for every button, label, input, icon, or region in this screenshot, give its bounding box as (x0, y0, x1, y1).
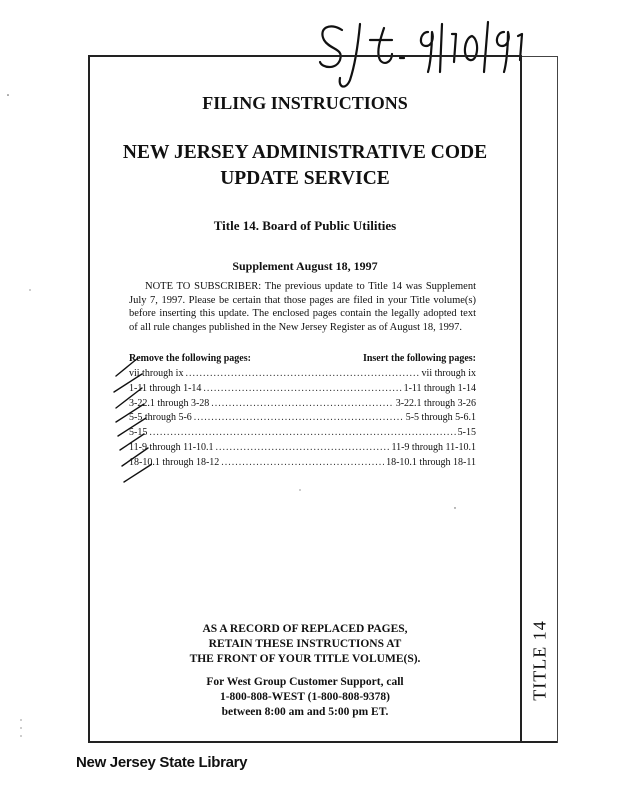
remove-pages: 11-9 through 11-10.1 (129, 441, 214, 453)
insert-pages: 11-9 through 11-10.1 (391, 441, 476, 453)
heading-line-2: UPDATE SERVICE (220, 168, 390, 189)
insert-pages: 5-15 (457, 427, 476, 439)
record-line-1: AS A RECORD OF REPLACED PAGES, (202, 623, 408, 635)
remove-pages: 3-22.1 through 3-28 (129, 397, 210, 409)
list-item (129, 412, 476, 427)
dot-leader (149, 427, 455, 438)
remove-pages: 18-10.1 through 18-12 (129, 456, 220, 468)
dot-leader (216, 442, 390, 453)
list-item (129, 457, 476, 472)
support-line-3: between 8:00 am and 5:00 pm ET. (221, 706, 389, 718)
dot-leader (211, 398, 393, 409)
record-line-3: THE FRONT OF YOUR TITLE VOLUME(S). (189, 653, 421, 665)
support-line-1: For West Group Customer Support, call (206, 676, 404, 688)
dot-leader (194, 412, 404, 423)
remove-pages: 5-5 through 5-6 (129, 412, 192, 424)
page-title: FILING INSTRUCTIONS (202, 93, 408, 113)
list-item (129, 398, 476, 413)
library-stamp: New Jersey State Library (76, 754, 248, 771)
list-item (129, 383, 476, 398)
list-item (129, 368, 476, 383)
page-list (129, 368, 476, 472)
page-columns-header (129, 353, 476, 367)
dot-leader (185, 368, 419, 379)
subscriber-note: NOTE TO SUBSCRIBER: The previous update to Title 14 was Supplement July 7, 1997. Please be certain that those pages are filed in your Title volume(s) before inserting this update. The enclosed pages contain the legally adopted text of all rule changes published in the New Jersey Register as of August 18, 1997. (129, 281, 476, 333)
list-item (129, 427, 476, 442)
supplement-date: Supplement August 18, 1997 (232, 259, 378, 273)
remove-pages: 5-15 (129, 427, 148, 439)
heading-line-1: NEW JERSEY ADMINISTRATIVE CODE (122, 142, 488, 163)
remove-pages: vii through ix (129, 368, 184, 379)
record-notice (90, 622, 520, 667)
document-border-bottom (88, 741, 558, 743)
insert-column-header: Insert the following pages: (362, 353, 476, 364)
insert-pages: 18-10.1 through 18-11 (386, 456, 476, 468)
title-subject: Title 14. Board of Public Utilities (213, 218, 397, 233)
dot-leader (221, 457, 384, 468)
remove-pages: 1-11 through 1-14 (129, 382, 202, 394)
dot-leader (203, 383, 401, 394)
title-tab-label: TITLE 14 (529, 619, 550, 701)
insert-pages: 1-11 through 1-14 (403, 382, 476, 394)
support-line-2: 1-800-808-WEST (1-800-808-9378) (219, 691, 391, 703)
list-item (129, 442, 476, 457)
insert-pages: vii through ix (421, 368, 476, 379)
support-notice (90, 675, 520, 720)
insert-pages: 5-5 through 5-6.1 (405, 412, 476, 424)
record-line-2: RETAIN THESE INSTRUCTIONS AT (208, 638, 402, 650)
handwritten-check-marks (112, 354, 152, 484)
insert-pages: 3-22.1 through 3-26 (395, 397, 476, 409)
remove-column-header: Remove the following pages: (129, 353, 251, 364)
